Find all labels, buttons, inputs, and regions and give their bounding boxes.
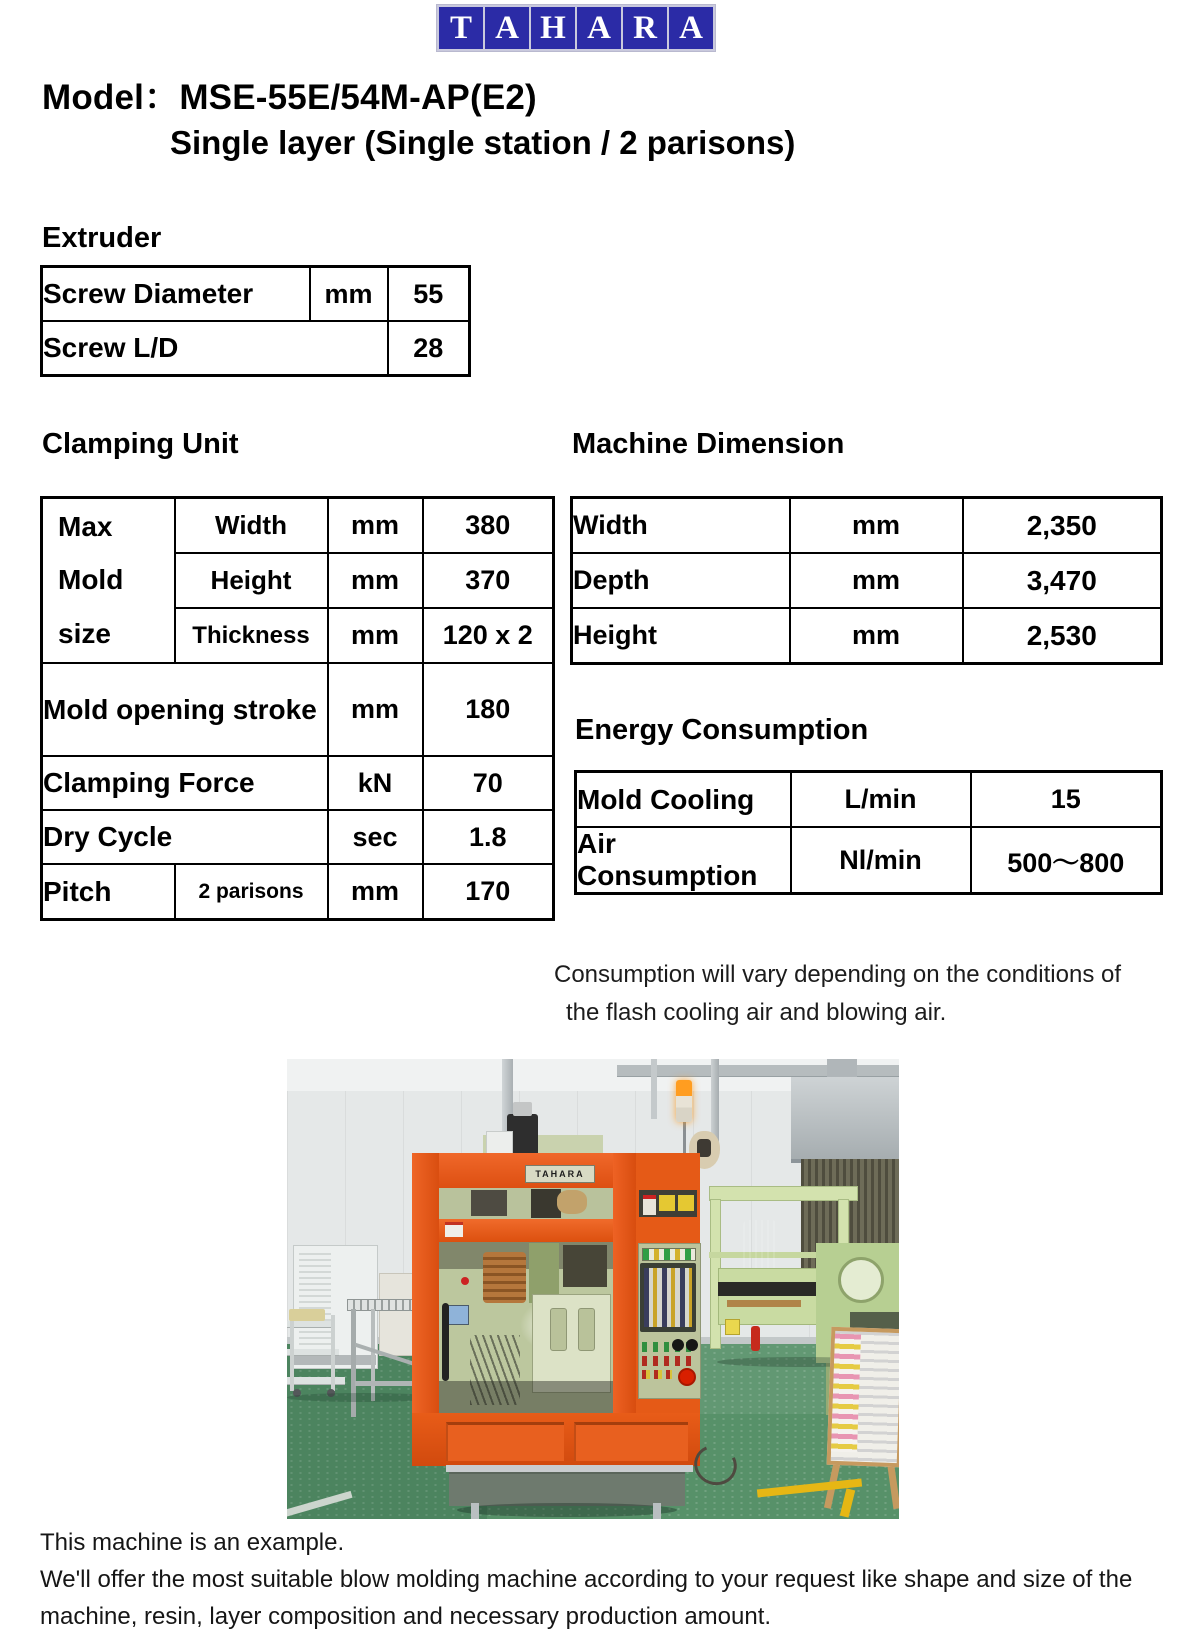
dimension-label: Width — [572, 498, 790, 554]
table-row — [42, 663, 554, 756]
note-line: Consumption will vary depending on the conditions of — [554, 961, 1122, 988]
pitch-sublabel: 2 parisons — [175, 864, 328, 920]
photo-pipe — [651, 1059, 657, 1119]
energy-unit: Nl/min — [791, 827, 971, 894]
clamping-row-label: Dry Cycle — [42, 810, 328, 864]
logo-letter-tile: A — [485, 7, 529, 49]
logo-letter-tile: A — [577, 7, 621, 49]
extruder-row-value: 28 — [388, 321, 470, 376]
table-row — [572, 553, 1162, 608]
clamping-table — [40, 496, 555, 921]
pitch-label: Pitch — [42, 864, 175, 920]
clamping-row-value: 70 — [423, 756, 554, 810]
group-line: size — [58, 617, 111, 649]
dimension-unit: mm — [790, 498, 963, 554]
dimension-label: Depth — [572, 553, 790, 608]
photo-button-row — [642, 1370, 672, 1379]
machine-photo — [287, 1059, 899, 1519]
consumption-note — [554, 956, 1121, 1032]
note-line: the flash cooling air and blowing air. — [566, 999, 947, 1026]
model-label: Model： — [42, 78, 180, 117]
extruder-heading: Extruder — [42, 222, 162, 254]
table-row — [42, 498, 554, 554]
extruder-row-unit: mm — [310, 267, 388, 322]
table-row — [576, 772, 1162, 828]
photo-small-screen — [446, 1305, 469, 1325]
pitch-value: 170 — [423, 864, 554, 920]
table-row — [42, 321, 470, 376]
dimension-unit: mm — [790, 608, 963, 664]
photo-machine-leg — [653, 1503, 661, 1519]
photo-base-box — [449, 1472, 685, 1506]
model-title — [42, 70, 537, 120]
energy-value: 500～800 — [971, 827, 1162, 894]
clamping-sub-value: 120 x 2 — [423, 608, 554, 663]
photo-machine-leg — [471, 1503, 479, 1519]
photo-door-handle — [442, 1303, 449, 1381]
extruder-table — [40, 265, 471, 377]
photo-warning-sticker — [659, 1195, 675, 1211]
clamping-row-label: Mold opening stroke — [42, 663, 328, 756]
energy-label: Air Consumption — [576, 827, 791, 894]
clamping-sub-label: Height — [175, 553, 328, 608]
photo-knob — [672, 1339, 684, 1351]
photo-extruder-motor — [743, 1220, 777, 1270]
clamping-row-value: 180 — [423, 663, 554, 756]
photo-button-row — [642, 1356, 694, 1366]
photo-bottom-inset — [446, 1422, 564, 1461]
clamping-sub-unit: mm — [328, 553, 423, 608]
table-row — [42, 267, 470, 322]
photo-yellow-box — [725, 1319, 740, 1335]
photo-red-valve — [461, 1277, 469, 1285]
clamping-row-label: Clamping Force — [42, 756, 328, 810]
photo-flange — [838, 1257, 884, 1303]
clamping-row-unit: mm — [328, 663, 423, 756]
photo-stack-light — [676, 1080, 692, 1122]
photo-extruder-rail — [718, 1282, 822, 1296]
clamping-row-unit: sec — [328, 810, 423, 864]
photo-mid-bar-sticker — [445, 1222, 463, 1237]
photo-fire-extinguisher — [751, 1326, 760, 1351]
photo-cart-post — [331, 1315, 335, 1391]
photo-cabinet-vents — [299, 1253, 331, 1353]
table-row — [572, 608, 1162, 664]
clamping-sub-unit: mm — [328, 498, 423, 554]
clamping-row-value: 1.8 — [423, 810, 554, 864]
photo-motor-cap — [513, 1102, 532, 1116]
photo-window-dark-base — [439, 1381, 613, 1413]
brand-logo — [436, 4, 716, 52]
extruder-row-value: 55 — [388, 267, 470, 322]
group-line: Max — [58, 511, 113, 543]
photo-clamp-slot — [550, 1308, 567, 1351]
clamping-sub-label: Width — [175, 498, 328, 554]
dimension-value: 3,470 — [963, 553, 1162, 608]
footer-note — [40, 1524, 1132, 1635]
footer-line: machine, resin, layer composition and necessary production amount. — [40, 1603, 772, 1630]
clamping-row-unit: kN — [328, 756, 423, 810]
model-subtitle: Single layer (Single station / 2 parisons) — [170, 124, 796, 161]
logo-letter-tile: H — [531, 7, 575, 49]
photo-under-shadow — [457, 1503, 677, 1517]
energy-label: Mold Cooling — [576, 772, 791, 828]
machine-dimension-table — [570, 496, 1163, 665]
dimension-label: Height — [572, 608, 790, 664]
clamping-sub-unit: mm — [328, 608, 423, 663]
photo-bottom-inset — [574, 1422, 688, 1461]
photo-cart-post — [290, 1315, 294, 1391]
photo-sign-labels — [831, 1334, 861, 1453]
table-row — [576, 827, 1162, 894]
photo-base-sill — [446, 1465, 693, 1472]
extruder-row-label: Screw Diameter — [42, 267, 310, 322]
logo-letter-tile: T — [439, 7, 483, 49]
logo-letter-tile: R — [623, 7, 667, 49]
clamping-sub-value: 380 — [423, 498, 554, 554]
pitch-unit: mm — [328, 864, 423, 920]
photo-indicator-row — [642, 1248, 696, 1261]
footer-line: We'll offer the most suitable blow molding machine according to your request like shape and size of the — [40, 1566, 1133, 1593]
photo-upper-bag — [557, 1190, 587, 1214]
photo-dark-equip — [563, 1245, 607, 1287]
table-row — [42, 864, 554, 920]
photo-clamp-unit — [532, 1294, 611, 1393]
logo-letter-tile: A — [669, 7, 713, 49]
dimension-value: 2,350 — [963, 498, 1162, 554]
table-row — [42, 810, 554, 864]
photo-estop-button — [678, 1368, 696, 1386]
energy-table — [574, 770, 1163, 895]
footer-line: This machine is an example. — [40, 1529, 345, 1556]
photo-duct-hood — [791, 1077, 899, 1163]
energy-heading: Energy Consumption — [575, 714, 869, 746]
clamping-sub-label: Thickness — [175, 608, 328, 663]
clamping-group-label — [42, 498, 175, 664]
clamping-sub-value: 370 — [423, 553, 554, 608]
photo-table-leg — [371, 1309, 375, 1401]
machine-dimension-heading: Machine Dimension — [572, 428, 845, 460]
photo-upper-equip — [471, 1190, 507, 1216]
photo-cart-load — [289, 1309, 325, 1321]
table-row — [572, 498, 1162, 554]
photo-screen — [644, 1268, 692, 1327]
table-row — [42, 756, 554, 810]
photo-clamp-slot — [578, 1308, 595, 1351]
photo-warning-sticker — [678, 1195, 694, 1211]
photo-machine-plate: TAHARA — [525, 1165, 595, 1183]
photo-knob — [686, 1339, 698, 1351]
photo-frame-beam — [709, 1186, 858, 1201]
energy-value: 15 — [971, 772, 1162, 828]
group-line: Mold — [58, 564, 124, 596]
model-value: MSE-55E/54M-AP(E2) — [179, 78, 537, 117]
energy-unit: L/min — [791, 772, 971, 828]
clamping-heading: Clamping Unit — [42, 428, 239, 460]
photo-warning-sticker — [643, 1195, 656, 1215]
photo-heater-coil — [483, 1252, 526, 1303]
photo-cart-shelf — [287, 1377, 345, 1385]
photo-copper-pipe — [727, 1300, 801, 1307]
extruder-row-label: Screw L/D — [42, 321, 388, 376]
dimension-value: 2,530 — [963, 608, 1162, 664]
photo-mid-bar — [439, 1219, 613, 1242]
dimension-unit: mm — [790, 553, 963, 608]
